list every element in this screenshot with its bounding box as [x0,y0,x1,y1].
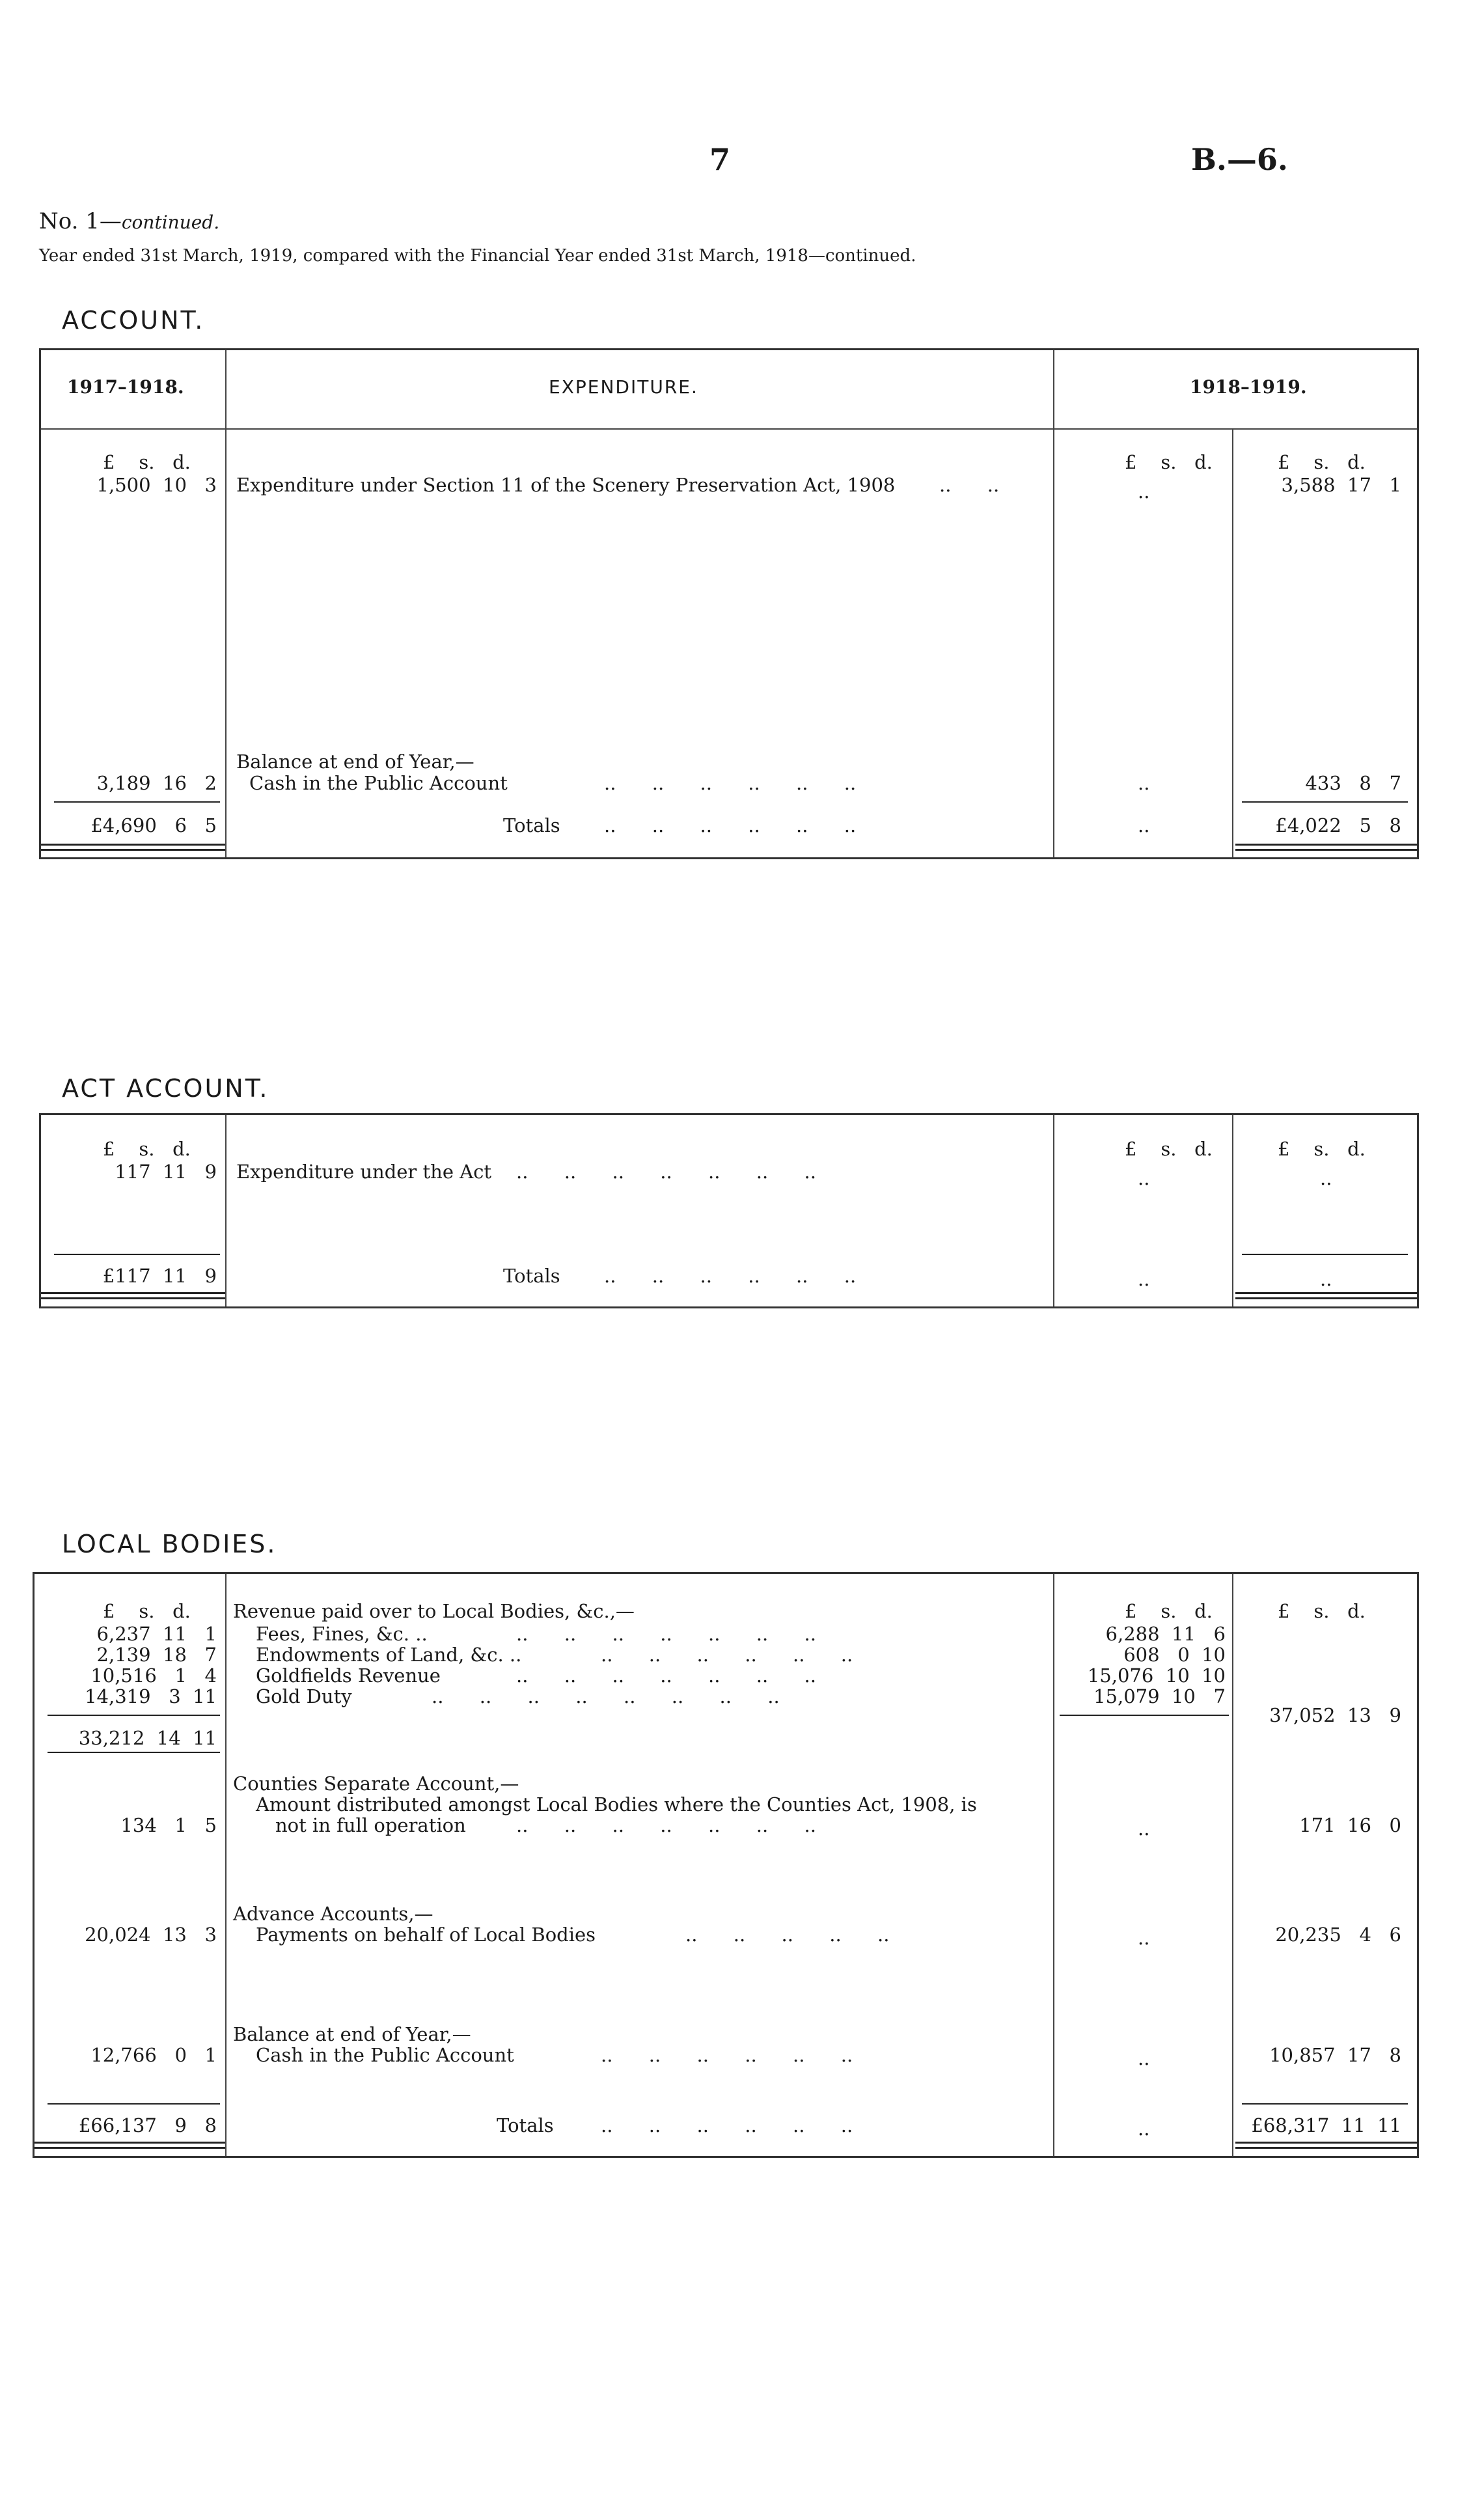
counties-description: Amount distributed amongst Local Bodies where the Counties Act, 1908, is [256,1793,977,1816]
amount-1919: 3,588 17 1 [1281,474,1401,496]
header-1917: 1917–1918. [67,376,184,398]
lsd-label: £ s. d. [1125,1138,1213,1160]
header-1919: 1918–1919. [1190,376,1307,398]
item-1919: 15,076 10 10 [1087,1664,1226,1687]
leader-dots: .. .. .. .. .. .. [601,2044,853,2066]
mid-amount: .. [1138,1268,1150,1290]
col-divider [225,1574,227,2156]
total-1917: £66,137 9 8 [78,2114,217,2136]
revenue-total-1917: 33,212 14 11 [78,1727,217,1749]
col-divider [1053,1574,1054,2156]
leader-dots: .. .. [939,474,1000,496]
header-divider [41,428,1417,430]
double-rule [34,2142,225,2149]
item-1917: 14,319 3 11 [85,1685,217,1707]
advance-description: Payments on behalf of Local Bodies [256,1924,596,1946]
row-description: Expenditure under the Act [236,1161,492,1183]
page-number: 7 [709,142,731,177]
document-reference: B.—6. [1191,142,1288,177]
col-divider [225,1115,227,1306]
year-line: Year ended 31st March, 1919, compared with the Financial Year ended 31st March, 1918—continued. [39,246,916,266]
item-1917: 2,139 18 7 [96,1644,217,1666]
local-table [33,1572,1419,2158]
mid-amount: .. [1138,2047,1150,2069]
leader-dots: .. .. .. .. .. .. .. [516,1623,816,1645]
rule [48,1715,220,1716]
col-divider [1053,1115,1054,1306]
item-description: Fees, Fines, &c. .. [256,1623,428,1645]
row-description: Balance at end of Year,— [236,751,474,773]
act-table [39,1113,1419,1308]
mid-amount: .. [1138,1167,1150,1189]
amount-1919: .. [1320,1167,1332,1189]
double-rule [1235,2142,1418,2149]
total-1917: £117 11 9 [102,1265,217,1287]
rule [54,801,220,803]
counties-1919: 171 16 0 [1299,1814,1401,1836]
balance-description: Cash in the Public Account [256,2044,514,2066]
totals-label: Totals [503,814,560,836]
mid-amount: .. [1138,480,1150,503]
table-number [39,208,219,234]
rule [1242,2103,1408,2105]
leader-dots: .. .. .. .. .. .. [601,1644,853,1666]
totals-label: Totals [503,1265,560,1287]
mid-amount: .. [1138,1927,1150,1949]
advance-1919: 20,235 4 6 [1275,1924,1401,1946]
mid-amount: .. [1138,814,1150,836]
lsd-label: £ s. d. [103,451,191,473]
leader-dots: .. .. .. .. .. .. [601,2114,853,2136]
leader-dots: .. .. .. .. .. .. [604,772,857,794]
double-rule [1235,1292,1418,1299]
balance-1919: 10,857 17 8 [1269,2044,1401,2066]
col-divider [225,350,227,857]
table-number-label: No. 1— [39,208,122,234]
rule [1242,1254,1408,1255]
lsd-label: £ s. d. [1125,451,1213,473]
header-expenditure: EXPENDITURE. [549,376,698,398]
leader-dots: .. .. .. .. .. .. .. [516,1814,816,1836]
act-section-title: ACT ACCOUNT. [62,1074,269,1103]
mid-amount: .. [1138,1817,1150,1840]
leader-dots: .. .. .. .. .. .. .. .. [432,1685,780,1707]
row-description: Expenditure under Section 11 of the Scenery Preservation Act, 1908 [236,474,896,496]
double-rule [41,1292,225,1299]
scenery-table [39,348,1419,859]
scenery-section-title: ACCOUNT. [62,306,205,335]
amount-1917: 1,500 10 3 [96,474,217,496]
col-divider [1232,1115,1233,1306]
amount-1917: 117 11 9 [115,1161,217,1183]
revenue-total-1919: 37,052 13 9 [1269,1704,1401,1726]
counties-heading: Counties Separate Account,— [233,1773,519,1795]
counties-description-cont: not in full operation [275,1814,466,1836]
local-section-title: LOCAL BODIES. [62,1530,277,1558]
col-divider [1232,428,1233,857]
rule [48,2103,220,2105]
leader-dots: .. .. .. .. .. .. [604,814,857,836]
item-1919: 6,288 11 6 [1105,1623,1226,1645]
amount-1917: 3,189 16 2 [96,772,217,794]
revenue-heading: Revenue paid over to Local Bodies, &c.,— [233,1600,635,1622]
total-1917: £4,690 6 5 [90,814,217,836]
rule [1060,1715,1229,1716]
lsd-label: £ s. d. [1278,1600,1366,1622]
balance-1917: 12,766 0 1 [90,2044,217,2066]
leader-dots: .. .. .. .. .. .. .. [516,1664,816,1687]
mid-amount: .. [1138,772,1150,794]
total-1919: £4,022 5 8 [1275,814,1401,836]
item-1919: 15,079 10 7 [1093,1685,1226,1707]
item-1917: 10,516 1 4 [90,1664,217,1687]
mid-amount: .. [1138,2118,1150,2140]
leader-dots: .. .. .. .. .. .. .. [516,1161,816,1183]
col-divider [1053,350,1054,857]
lsd-label: £ s. d. [1278,451,1366,473]
advance-heading: Advance Accounts,— [233,1903,433,1925]
item-1919: 608 0 10 [1123,1644,1226,1666]
item-description: Gold Duty [256,1685,352,1707]
lsd-label: £ s. d. [1278,1138,1366,1160]
lsd-label: £ s. d. [103,1600,191,1622]
leader-dots: .. .. .. .. .. .. [604,1265,857,1287]
counties-1917: 134 1 5 [120,1814,217,1836]
rule [48,1752,220,1753]
advance-1917: 20,024 13 3 [85,1924,217,1946]
total-1919: .. [1320,1268,1332,1290]
double-rule [1235,844,1418,851]
continued-label: continued. [121,212,220,233]
lsd-label: £ s. d. [1125,1600,1213,1622]
lsd-label: £ s. d. [103,1138,191,1160]
item-1917: 6,237 11 1 [96,1623,217,1645]
item-description: Goldfields Revenue [256,1664,441,1687]
double-rule [41,844,225,851]
rule [54,1254,220,1255]
col-divider [1232,1574,1233,2156]
totals-label: Totals [497,2114,554,2136]
total-1919: £68,317 11 11 [1251,2114,1401,2136]
rule [1242,801,1408,803]
row-description: Cash in the Public Account [249,772,508,794]
item-description: Endowments of Land, &c. .. [256,1644,522,1666]
amount-1919: 433 8 7 [1305,772,1401,794]
balance-heading: Balance at end of Year,— [233,2023,471,2045]
leader-dots: .. .. .. .. .. [685,1924,890,1946]
